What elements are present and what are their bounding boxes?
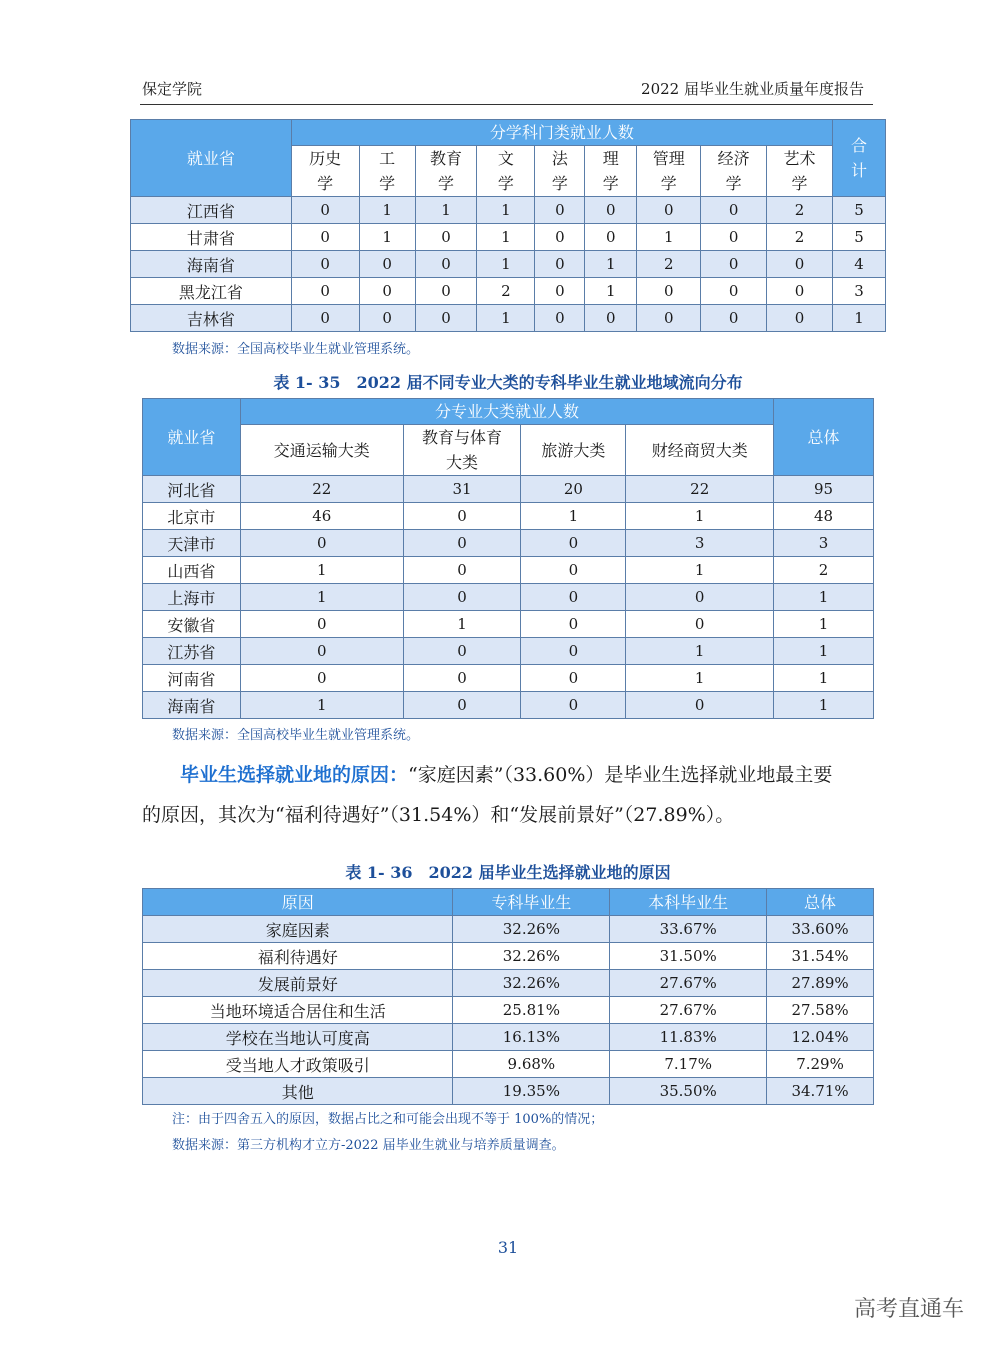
- value-cell: 0: [240, 611, 403, 638]
- reason-cell: 受当地人才政策吸引: [143, 1051, 453, 1078]
- province-cell: 北京市: [143, 503, 241, 530]
- reason-cell: 学校在当地认可度高: [143, 1024, 453, 1051]
- header-report-title: 2022 届毕业生就业质量年度报告: [641, 80, 864, 98]
- value-cell: 0: [521, 530, 626, 557]
- province-cell: 江苏省: [143, 638, 241, 665]
- value-cell: 0: [359, 305, 415, 332]
- value-cell: 0: [626, 611, 774, 638]
- value-cell: 22: [240, 476, 403, 503]
- value-cell: 0: [626, 584, 774, 611]
- value-cell: 1: [240, 692, 403, 719]
- table-row: [131, 251, 886, 278]
- percent-cell: 12.04%: [767, 1024, 874, 1051]
- value-cell: 0: [291, 305, 359, 332]
- value-cell: 0: [403, 638, 521, 665]
- value-cell: 1: [626, 665, 774, 692]
- table2-body: [143, 476, 874, 719]
- table1-col-header: 历史 学: [291, 146, 359, 197]
- table2-col-header: 财经商贸大类: [626, 425, 774, 476]
- value-cell: 1: [240, 584, 403, 611]
- reason-cell: 家庭因素: [143, 916, 453, 943]
- value-cell: 0: [521, 611, 626, 638]
- percent-cell: 11.83%: [610, 1024, 767, 1051]
- table-row: [143, 557, 874, 584]
- table-row: [143, 638, 874, 665]
- value-cell: 0: [415, 305, 477, 332]
- province-cell: 天津市: [143, 530, 241, 557]
- major-category-flow-table: [142, 398, 874, 719]
- value-cell: 0: [415, 251, 477, 278]
- table1-group-header: 分学科门类就业人数: [291, 120, 832, 146]
- value-cell: 0: [637, 278, 701, 305]
- value-cell: 1: [637, 224, 701, 251]
- value-cell: 0: [521, 584, 626, 611]
- value-cell: 0: [521, 557, 626, 584]
- value-cell: 0: [535, 197, 585, 224]
- total-cell: 48: [774, 503, 874, 530]
- value-cell: 0: [585, 305, 637, 332]
- table1-col-header: 文 学: [477, 146, 535, 197]
- value-cell: 0: [240, 638, 403, 665]
- total-cell: 1: [774, 692, 874, 719]
- total-cell: 4: [832, 251, 885, 278]
- total-cell: 5: [832, 197, 885, 224]
- reason-cell: 福利待遇好: [143, 943, 453, 970]
- table-row: [131, 197, 886, 224]
- value-cell: 0: [403, 530, 521, 557]
- value-cell: 1: [415, 197, 477, 224]
- province-cell: 江西省: [131, 197, 292, 224]
- percent-cell: 27.58%: [767, 997, 874, 1024]
- value-cell: 2: [637, 251, 701, 278]
- value-cell: 1: [477, 197, 535, 224]
- value-cell: 1: [626, 557, 774, 584]
- value-cell: 1: [477, 305, 535, 332]
- reason-cell: 发展前景好: [143, 970, 453, 997]
- table-row: [143, 611, 874, 638]
- total-cell: 1: [774, 665, 874, 692]
- percent-cell: 34.71%: [767, 1078, 874, 1105]
- table-row: [143, 692, 874, 719]
- percent-cell: 27.67%: [610, 997, 767, 1024]
- value-cell: 0: [535, 224, 585, 251]
- value-cell: 0: [535, 305, 585, 332]
- value-cell: 0: [767, 251, 833, 278]
- table1-col-header: 理 学: [585, 146, 637, 197]
- subject-employment-table: [130, 119, 886, 332]
- value-cell: 0: [701, 224, 767, 251]
- percent-cell: 32.26%: [453, 943, 610, 970]
- total-cell: 1: [774, 611, 874, 638]
- percent-cell: 32.26%: [453, 916, 610, 943]
- table-row: [143, 916, 874, 943]
- table-row: [143, 970, 874, 997]
- table1-col-header: 管理 学: [637, 146, 701, 197]
- table1-col-header: 工 学: [359, 146, 415, 197]
- value-cell: 2: [477, 278, 535, 305]
- percent-cell: 32.26%: [453, 970, 610, 997]
- value-cell: 0: [415, 224, 477, 251]
- percent-cell: 25.81%: [453, 997, 610, 1024]
- paragraph-line2: 的原因，其次为“福利待遇好”（31.54%）和“发展前景好”（27.89%）。: [142, 804, 735, 826]
- total-cell: 5: [832, 224, 885, 251]
- value-cell: 0: [585, 224, 637, 251]
- value-cell: 1: [521, 503, 626, 530]
- table1-col-header: 经济 学: [701, 146, 767, 197]
- percent-cell: 31.54%: [767, 943, 874, 970]
- table3-header: 总体: [767, 889, 874, 916]
- value-cell: 1: [477, 224, 535, 251]
- table1-col-header: 法 学: [535, 146, 585, 197]
- value-cell: 1: [403, 611, 521, 638]
- table2-caption: 表 1- 35 2022 届不同专业大类的专科毕业生就业地域流向分布: [273, 373, 743, 392]
- value-cell: 0: [701, 278, 767, 305]
- total-cell: 1: [832, 305, 885, 332]
- table1-row-header: 就业省: [131, 120, 292, 197]
- value-cell: 0: [359, 278, 415, 305]
- table-row: [143, 1051, 874, 1078]
- value-cell: 0: [585, 197, 637, 224]
- table2-group-header: 分专业大类就业人数: [240, 399, 773, 425]
- table2-col-header: 教育与体育 大类: [403, 425, 521, 476]
- value-cell: 0: [637, 197, 701, 224]
- province-cell: 安徽省: [143, 611, 241, 638]
- location-reason-table: [142, 888, 874, 1105]
- value-cell: 46: [240, 503, 403, 530]
- table3-header: 专科毕业生: [453, 889, 610, 916]
- value-cell: 0: [521, 665, 626, 692]
- percent-cell: 27.67%: [610, 970, 767, 997]
- table-row: [143, 1078, 874, 1105]
- percent-cell: 35.50%: [610, 1078, 767, 1105]
- table-row: [143, 530, 874, 557]
- value-cell: 0: [403, 665, 521, 692]
- value-cell: 2: [767, 224, 833, 251]
- province-cell: 山西省: [143, 557, 241, 584]
- value-cell: 1: [626, 638, 774, 665]
- value-cell: 2: [767, 197, 833, 224]
- value-cell: 1: [359, 224, 415, 251]
- table-row: [143, 665, 874, 692]
- value-cell: 0: [403, 584, 521, 611]
- value-cell: 20: [521, 476, 626, 503]
- value-cell: 1: [585, 251, 637, 278]
- value-cell: 0: [291, 251, 359, 278]
- percent-cell: 19.35%: [453, 1078, 610, 1105]
- paragraph-lead: 毕业生选择就业地的原因：: [180, 764, 409, 786]
- table1-total-header: 合 计: [832, 120, 885, 197]
- value-cell: 1: [240, 557, 403, 584]
- value-cell: 0: [637, 305, 701, 332]
- value-cell: 0: [535, 278, 585, 305]
- table3-header: 本科毕业生: [610, 889, 767, 916]
- value-cell: 1: [585, 278, 637, 305]
- header-school: 保定学院: [142, 80, 203, 98]
- value-cell: 0: [535, 251, 585, 278]
- total-cell: 1: [774, 638, 874, 665]
- table3-caption: 表 1- 36 2022 届毕业生选择就业地的原因: [345, 863, 671, 882]
- value-cell: 0: [767, 305, 833, 332]
- province-cell: 河北省: [143, 476, 241, 503]
- table-row: [131, 224, 886, 251]
- value-cell: 1: [477, 251, 535, 278]
- table2-row-header: 就业省: [143, 399, 241, 476]
- total-cell: 2: [774, 557, 874, 584]
- value-cell: 3: [626, 530, 774, 557]
- table3-body: [143, 916, 874, 1105]
- table-row: [143, 476, 874, 503]
- value-cell: 22: [626, 476, 774, 503]
- table-row: [143, 503, 874, 530]
- value-cell: 0: [403, 557, 521, 584]
- table1-body: [131, 197, 886, 332]
- province-cell: 上海市: [143, 584, 241, 611]
- total-cell: 3: [774, 530, 874, 557]
- table2-col-header: 交通运输大类: [240, 425, 403, 476]
- total-cell: 95: [774, 476, 874, 503]
- table-row: [143, 1024, 874, 1051]
- table3-header: 原因: [143, 889, 453, 916]
- table1-source: 数据来源：全国高校毕业生就业管理系统。: [172, 342, 420, 357]
- value-cell: 0: [240, 530, 403, 557]
- percent-cell: 33.67%: [610, 916, 767, 943]
- percent-cell: 16.13%: [453, 1024, 610, 1051]
- percent-cell: 27.89%: [767, 970, 874, 997]
- value-cell: 0: [240, 665, 403, 692]
- table1-col-header: 艺术 学: [767, 146, 833, 197]
- value-cell: 1: [359, 197, 415, 224]
- table-row: [143, 997, 874, 1024]
- table2-total-header: 总体: [774, 399, 874, 476]
- value-cell: 0: [415, 278, 477, 305]
- province-cell: 海南省: [143, 692, 241, 719]
- table3-note: 注：由于四舍五入的原因，数据占比之和可能会出现不等于 100%的情况；: [172, 1112, 604, 1127]
- reason-paragraph: [142, 755, 878, 835]
- reason-cell: 当地环境适合居住和生活: [143, 997, 453, 1024]
- value-cell: 0: [701, 251, 767, 278]
- value-cell: 0: [626, 692, 774, 719]
- value-cell: 0: [291, 197, 359, 224]
- table-row: [131, 305, 886, 332]
- page-number: 31: [497, 1238, 519, 1257]
- value-cell: 1: [626, 503, 774, 530]
- province-cell: 黑龙江省: [131, 278, 292, 305]
- watermark-text: 高考直通车: [853, 1297, 964, 1322]
- table-row: [143, 584, 874, 611]
- value-cell: 0: [521, 638, 626, 665]
- table1-col-header: 教育 学: [415, 146, 477, 197]
- value-cell: 0: [701, 305, 767, 332]
- percent-cell: 9.68%: [453, 1051, 610, 1078]
- value-cell: 31: [403, 476, 521, 503]
- table-row: [131, 278, 886, 305]
- province-cell: 甘肃省: [131, 224, 292, 251]
- value-cell: 0: [701, 197, 767, 224]
- paragraph-line1: “家庭因素”（33.60%）是毕业生选择就业地最主要: [408, 764, 833, 786]
- header-divider: [140, 104, 873, 105]
- table3-source: 数据来源：第三方机构才立方-2022 届毕业生就业与培养质量调查。: [172, 1138, 565, 1153]
- value-cell: 0: [291, 278, 359, 305]
- province-cell: 河南省: [143, 665, 241, 692]
- total-cell: 3: [832, 278, 885, 305]
- value-cell: 0: [291, 224, 359, 251]
- total-cell: 1: [774, 584, 874, 611]
- percent-cell: 31.50%: [610, 943, 767, 970]
- table-row: [143, 943, 874, 970]
- value-cell: 0: [521, 692, 626, 719]
- province-cell: 海南省: [131, 251, 292, 278]
- reason-cell: 其他: [143, 1078, 453, 1105]
- value-cell: 0: [403, 503, 521, 530]
- percent-cell: 7.17%: [610, 1051, 767, 1078]
- value-cell: 0: [359, 251, 415, 278]
- table2-source: 数据来源：全国高校毕业生就业管理系统。: [172, 728, 420, 743]
- percent-cell: 7.29%: [767, 1051, 874, 1078]
- percent-cell: 33.60%: [767, 916, 874, 943]
- table2-col-header: 旅游大类: [521, 425, 626, 476]
- value-cell: 0: [767, 278, 833, 305]
- value-cell: 0: [403, 692, 521, 719]
- province-cell: 吉林省: [131, 305, 292, 332]
